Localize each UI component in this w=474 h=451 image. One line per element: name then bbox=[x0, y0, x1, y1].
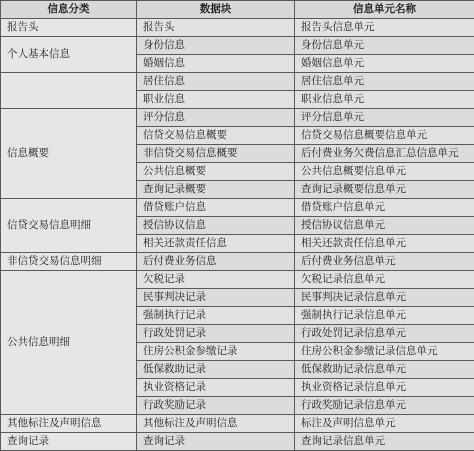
table-row bbox=[1, 19, 474, 37]
data-block-cell: 低保救助记录 bbox=[137, 361, 295, 379]
data-block-cell: 报告头 bbox=[137, 19, 295, 37]
data-block-cell: 查询记录 bbox=[137, 433, 295, 451]
data-block-cell: 查询记录概要 bbox=[137, 181, 295, 199]
unit-name-cell: 行政处罚记录信息单元 bbox=[295, 325, 474, 343]
data-block-cell: 行政处罚记录 bbox=[137, 325, 295, 343]
category-cell: 其他标注及声明信息 bbox=[1, 415, 137, 433]
data-block-cell: 婚姻信息 bbox=[137, 55, 295, 73]
data-block-cell: 强制执行记录 bbox=[137, 307, 295, 325]
unit-name-cell: 婚姻信息单元 bbox=[295, 55, 474, 73]
category-cell: 报告头 bbox=[1, 19, 137, 37]
unit-name-cell: 相关还款责任信息单元 bbox=[295, 235, 474, 253]
data-block-cell: 行政奖励记录 bbox=[137, 397, 295, 415]
data-block-cell: 信贷交易信息概要 bbox=[137, 127, 295, 145]
data-block-cell: 执业资格记录 bbox=[137, 379, 295, 397]
data-block-cell: 其他标注及声明信息 bbox=[137, 415, 295, 433]
category-cell: 查询记录 bbox=[1, 433, 137, 451]
unit-name-cell: 查询记录信息单元 bbox=[295, 433, 474, 451]
data-block-cell: 非信贷交易信息概要 bbox=[137, 145, 295, 163]
unit-name-cell: 查询记录概要信息单元 bbox=[295, 181, 474, 199]
header-unit-name: 信息单元名称 bbox=[295, 1, 474, 19]
category-cell: 信息概要 bbox=[1, 109, 137, 199]
category-cell bbox=[1, 73, 137, 109]
table-row bbox=[1, 73, 474, 91]
category-cell: 公共信息明细 bbox=[1, 271, 137, 415]
data-block-cell: 欠税记录 bbox=[137, 271, 295, 289]
data-block-cell: 借贷账户信息 bbox=[137, 199, 295, 217]
data-block-cell: 后付费业务信息 bbox=[137, 253, 295, 271]
unit-name-cell: 行政奖励记录信息单元 bbox=[295, 397, 474, 415]
table-row bbox=[1, 253, 474, 271]
unit-name-cell: 身份信息单元 bbox=[295, 37, 474, 55]
unit-name-cell: 低保救助记录信息单元 bbox=[295, 361, 474, 379]
unit-name-cell: 职业信息单元 bbox=[295, 91, 474, 109]
unit-name-cell: 居住信息单元 bbox=[295, 73, 474, 91]
unit-name-cell: 欠税记录信息单元 bbox=[295, 271, 474, 289]
header-data-block: 数据块 bbox=[137, 1, 295, 19]
unit-name-cell: 报告头信息单元 bbox=[295, 19, 474, 37]
data-block-cell: 授信协议信息 bbox=[137, 217, 295, 235]
table-row bbox=[1, 415, 474, 433]
unit-name-cell: 标注及声明信息单元 bbox=[295, 415, 474, 433]
header-row bbox=[1, 1, 474, 19]
category-cell: 个人基本信息 bbox=[1, 37, 137, 73]
table-row bbox=[1, 37, 474, 55]
unit-name-cell: 后付费业务信息单元 bbox=[295, 253, 474, 271]
unit-name-cell: 后付费业务欠费信息汇总信息单元 bbox=[295, 145, 474, 163]
table-row bbox=[1, 199, 474, 217]
table-row bbox=[1, 433, 474, 451]
data-block-cell: 相关还款责任信息 bbox=[137, 235, 295, 253]
data-block-cell: 身份信息 bbox=[137, 37, 295, 55]
data-block-cell: 公共信息概要 bbox=[137, 163, 295, 181]
data-block-cell: 居住信息 bbox=[137, 73, 295, 91]
unit-name-cell: 民事判决记录信息单元 bbox=[295, 289, 474, 307]
unit-name-cell: 信贷交易信息概要信息单元 bbox=[295, 127, 474, 145]
category-cell: 信贷交易信息明细 bbox=[1, 199, 137, 253]
table-row bbox=[1, 109, 474, 127]
table-row bbox=[1, 271, 474, 289]
unit-name-cell: 授信协议信息单元 bbox=[295, 217, 474, 235]
unit-name-cell: 强制执行记录信息单元 bbox=[295, 307, 474, 325]
category-cell: 非信贷交易信息明细 bbox=[1, 253, 137, 271]
unit-name-cell: 住房公积金参缴记录信息单元 bbox=[295, 343, 474, 361]
header-category: 信息分类 bbox=[1, 1, 137, 19]
unit-name-cell: 借贷账户信息单元 bbox=[295, 199, 474, 217]
data-block-cell: 评分信息 bbox=[137, 109, 295, 127]
unit-name-cell: 公共信息概要信息单元 bbox=[295, 163, 474, 181]
unit-name-cell: 执业资格记录信息单元 bbox=[295, 379, 474, 397]
unit-name-cell: 评分信息单元 bbox=[295, 109, 474, 127]
data-block-cell: 住房公积金参缴记录 bbox=[137, 343, 295, 361]
data-block-cell: 民事判决记录 bbox=[137, 289, 295, 307]
data-block-cell: 职业信息 bbox=[137, 91, 295, 109]
